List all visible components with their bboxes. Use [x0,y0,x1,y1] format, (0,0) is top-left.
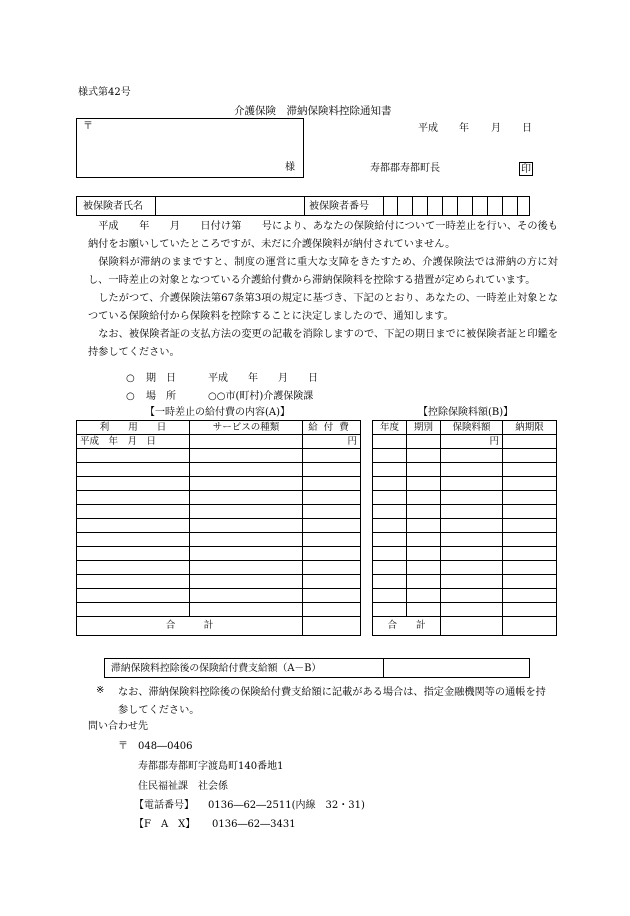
header-fiscal-year: 年度 [373,421,407,435]
deducted-premium-table [372,420,557,636]
postal-mark: 〒 [83,121,93,132]
note-mark: ※ [96,685,105,696]
seal-mark: 印 [521,164,531,175]
table-row: 円 [373,435,557,449]
date-year: 年 [459,123,469,134]
insured-info-row [76,196,530,216]
header-benefit-amount: 給付費 [303,421,361,435]
header-due-date: 納期限 [503,421,557,435]
note-text: なお、滞納保険料控除後の保険給付費支給額に記載がある場合は、指定金融機関等の通帳を持参してください。 [118,687,546,716]
contact-fax: 0136―62―3431 [212,819,296,830]
header-service-type: サービスの種類 [190,421,303,435]
table-b-total-label: 合 計 [373,617,441,636]
table-a-total-label: 合 計 [77,617,303,636]
contact-tel-label: 【電話番号】 [134,800,194,811]
date-era: 平成 [418,123,438,134]
table-b-total-row [373,617,557,636]
address-box [76,118,304,178]
contact-postal-code: 048―0406 [138,741,193,752]
table-a-caption: 【一時差止の給付費の内容(A)】 [145,407,291,418]
payment-after-deduction-row [104,658,530,678]
notice-body [88,218,558,362]
form-number: 様式第42号 [78,87,131,98]
issuer: 寿都郡寿都町長 [370,163,440,174]
contact-postal-mark: 〒 [118,741,128,752]
contact-address: 寿都郡寿都町字渡島町140番地1 [138,761,284,772]
payment-label: 滞納保険料控除後の保険給付費支給額（A－B） [111,663,322,674]
paragraph-2: 保険料が滞納のままですと、制度の運営に重大な支障をきたすため、介護保険法では滞納の方に対し、一時差止の対象となつている介護給付費から滞納保険料を控除する措置が定められています。 [88,257,558,286]
contact-tel: 0136―62―2511(内線 32・31) [208,800,365,811]
insured-name-label: 被保険者氏名 [83,201,143,212]
document-title: 介護保険 滞納保険料控除通知書 [234,105,392,117]
contact-heading: 問い合わせ先 [88,721,148,732]
header-period: 期別 [407,421,441,435]
insured-number-label: 被保険者番号 [309,201,369,212]
paragraph-3: したがつて、介護保険法第67条第3項の規定に基づき、下記のとおり、あなたの、一時差止対象となつている保険給付から保険料を控除することに決定しましたので、通知します。 [88,293,558,322]
contact-fax-label: 【F A X】 [134,819,196,830]
paragraph-1: 平成 年 月 日付け第 号により、あなたの保険給付について一時差止を行い、その後も納付をお願いしていたところですが、未だに介護保険料が納付されていません。 [88,221,558,250]
table-b-header-row [373,421,557,435]
header-premium-amount: 保険料額 [441,421,503,435]
date-month: 月 [491,123,501,134]
table-a-total-row [77,617,361,636]
table-b-blank-rows [373,449,557,617]
table-b-caption: 【控除保険料額(B)】 [418,407,514,418]
table-a-blank-rows [77,449,361,617]
table-a-header-row [77,421,361,435]
table-row: 平成 年 月 日 円 [77,435,361,449]
contact-department: 住民福祉課 社会係 [138,781,228,792]
header-usage-date: 利 用 日 [77,421,190,435]
honorific: 様 [285,162,295,173]
date-day: 日 [522,123,532,134]
withheld-benefits-table [76,420,361,636]
paragraph-4: なお、被保険者証の支払方法の変更の記載を消除しますので、下記の期日までに被保険者証と印鑑を持参してください。 [88,329,558,358]
